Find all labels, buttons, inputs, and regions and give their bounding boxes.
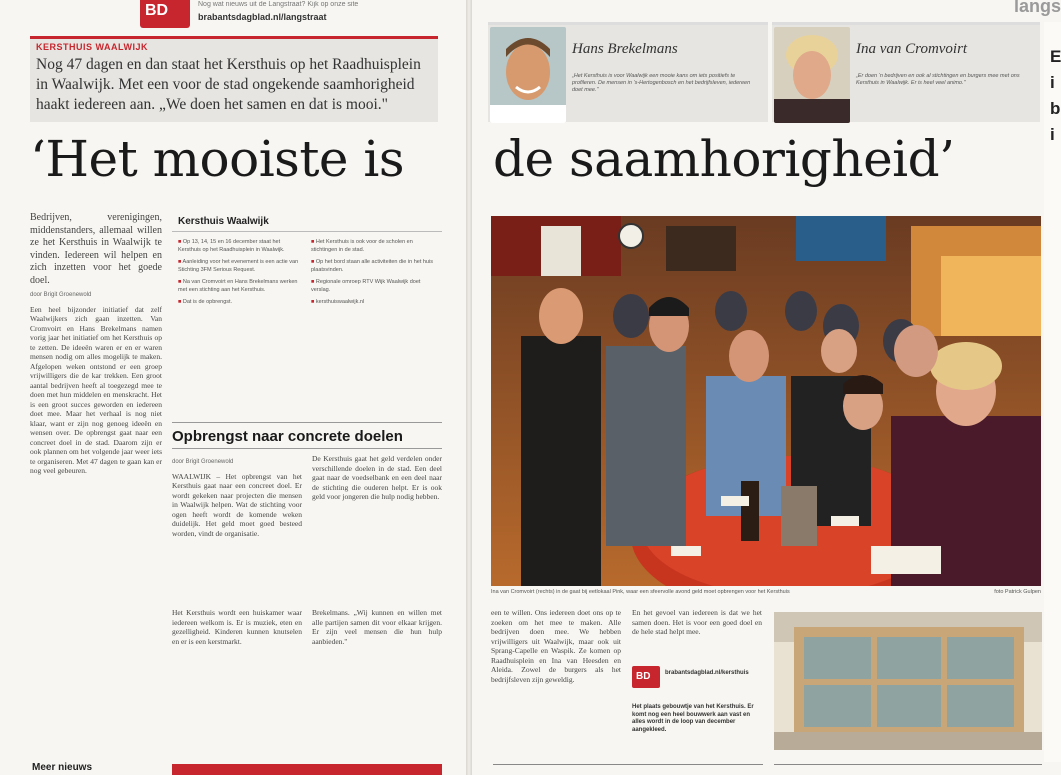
section2-column-1 [172, 454, 302, 594]
section2-column-4 [312, 608, 442, 756]
info-item: ■ Het Kersthuis is ook voor de scholen en stichtingen in de stad. [311, 238, 436, 254]
intro-box [30, 36, 438, 122]
info-item: ■ Op 13, 14, 15 en 16 december staat het Kersthuis op het Raadhuisplein in Waalwijk. [178, 238, 303, 254]
info-column-2 [311, 238, 436, 310]
byline: door Brigit Groenewold [172, 459, 234, 465]
info-box-title: Kersthuis Waalwijk [172, 212, 442, 232]
portrait-photo [490, 27, 566, 123]
right-article-column-2 [632, 608, 762, 663]
logo-text: BD [145, 2, 169, 19]
info-item: ■ Dat is de opbrengst. [178, 298, 303, 306]
headline-part-2: de saamhorigheid’ [493, 130, 955, 188]
byline: door Brigit Groenewold [30, 292, 92, 298]
subheading: Opbrengst naar concrete doelen [172, 428, 403, 445]
web-logo-text: BD [636, 671, 651, 682]
section2-body-1: WAALWIJK – Het opbrengst van het Kersthuis gaat naar een concreet doel. Er wordt gekeken naar projecten die mensen in Waalwijk helpen. Wat de stichting voor ogen heeft wordt de komende weken duidelijk. Het geld moet goed besteed worden, vindt de organisatie. [172, 471, 302, 538]
section2-body-4: Brekelmans. „Wij kunnen en willen met alle partijen samen dit voor elkaar krijgen. Er zijn veel mensen die hun hulp aanbieden." [312, 608, 442, 646]
web-description: Het plaats gebouwtje van het Kersthuis. Er komt nog een heel bouwwerk aan vast en alles wordt in de loop van december aangekleed. [632, 704, 754, 733]
quote-name: Ina van Cromvoirt [856, 41, 968, 57]
quote-name: Hans Brekelmans [572, 41, 678, 57]
top-promo-text: Nog wat nieuws uit de Langstraat? Kijk op onze site [198, 1, 359, 8]
building-photo [774, 612, 1042, 750]
brand-logo [140, 0, 190, 28]
left-article-column [30, 212, 162, 757]
bottom-section-label: Meer nieuws [32, 762, 93, 773]
kicker-text: Nog 47 dagen en dan staat het Kersthuis op het Raadhuisplein in Waalwijk. Met een voor de stad ongekende saamhorigheid haakt iedereen aan. „We doen het samen en dat is mooi." [36, 56, 421, 113]
right-body-1: een te willen. Ons iedereen doet ons op te zoeken om het mee te maken. Alle bedrijven doen mee. We hebben vrijwilligers uit Waalwijk, maar ook uit Sprang-Capelle en Waspik. Ze komen op Raadhuisplein en Ina van Heesden en Aleida. Zowel de burgers als het bedrijfsleven zijn geweldig. [491, 608, 621, 684]
section2-body-2: De Kersthuis gaat het geld verdelen onder verschillende doelen in de stad. Een deel gaat naar de voedselbank en een deel naar de stichting die ouderen helpt. Er is ook geld voor jongeren die hulp nodig hebben. [312, 454, 442, 501]
lead-text: Bedrijven, verenigingen, middenstanders, allemaal willen ze het Kersthuis in Waalwijk te vinden. Iedereen wil helpen en zich inzetten voor het goede doel. [30, 212, 162, 286]
right-article-column-1 [491, 608, 621, 758]
next-article-edge [1044, 22, 1061, 762]
info-column-1 [178, 238, 303, 310]
photo-caption: Ina van Cromvoirt (rechts) in de gaat bij eetlokaal Pink, waar een sfeervolle avond geld moet opbrengen voor het Kersthuis [491, 589, 790, 595]
quote-box-hans [488, 22, 768, 122]
info-item: ■ Op het bord staan alle activiteiten die in het huis plaatsvinden. [311, 258, 436, 274]
info-box [172, 212, 442, 412]
right-body-2: En het gevoel van iedereen is dat we het samen doen. Het is voor een goed doel en de hele stad helpt mee. [632, 608, 762, 636]
kicker-label: KERSTHUIS WAALWIJK [36, 42, 149, 52]
bottom-divider [774, 764, 1042, 775]
section-title-right: langs [1013, 0, 1061, 16]
section-url[interactable]: brabantsdagblad.nl/langstraat [198, 12, 327, 22]
web-logo [632, 666, 660, 688]
section2-body-3: Het Kersthuis wordt een huiskamer waar iedereen welkom is. Er is muziek, eten en gezelligheid. Kinderen kunnen knutselen en er is een kerstmarkt. [172, 608, 302, 646]
next-article-heading: E i b i [1050, 47, 1061, 144]
article-body: Een heel bijzonder initiatief dat zelf Waalwijkers zich gaan inzetten. Van Cromvoirt en Hans Brekelmans namen vorig jaar het initiatief om het Kersthuis op te zetten. De ideeën waren er en er waren mensen nodig om alles mogelijk te maken. Afgelopen weken ontstond er een groep vrijwilligers die de kar trekken. Een groot aantal bedrijven heeft al toegezegd mee te doen met hun middelen en menskracht. Het is een groot succes geworden en iedereen doet mee. Maar het verhaal is nog niet klaar, want er zijn nog genoeg ideeën en wensen over. De opbrengst gaat naar een concreet doel in de stad. Daarom zijn er ook plannen om het volgende jaar weer iets te organiseren. Met 47 dagen te gaan kan er nog veel gebeuren. [30, 304, 162, 475]
divider [172, 448, 442, 449]
quote-text: „Het Kersthuis is voor Waalwijk een mooie kans om iets positiefs te profileren. De mensen in ’s-Hertogenbosch en het bedrijfsleven, iedereen doet mee." [572, 73, 751, 93]
section2-column-2 [312, 454, 442, 594]
quote-text: „Er doen ‘n bedrijven en ook al stichtingen en burgers mee met ons Kersthuis in Waalwijk. Er is heel veel animo." [856, 73, 1020, 86]
divider [172, 422, 442, 423]
photo-credit: foto Patrick Gulpen [994, 589, 1041, 595]
headline-part-1: ‘Het mooiste is [30, 130, 405, 188]
bottom-divider [493, 764, 763, 775]
info-item: ■ Aanleiding voor het evenement is een actie van Stichting 3FM Serious Request. [178, 258, 303, 274]
section2-column-3 [172, 608, 302, 756]
info-item: ■ Regionale omroep RTV Wijk Waalwijk doet verslag. [311, 278, 436, 294]
portrait-photo [774, 27, 850, 123]
main-photo [491, 216, 1041, 586]
quote-box-ina [772, 22, 1040, 122]
info-item: ■ Na van Cromvoirt en Hans Brekelmans werken met een stichting aan het Kersthuis. [178, 278, 303, 294]
web-promo [632, 666, 762, 736]
photo-caption-row [491, 589, 1041, 595]
web-url[interactable]: brabantsdagblad.nl/kersthuis [665, 670, 749, 676]
info-link[interactable]: ■ kersthuiswaalwijk.nl [311, 298, 436, 306]
bottom-red-banner [172, 764, 442, 775]
